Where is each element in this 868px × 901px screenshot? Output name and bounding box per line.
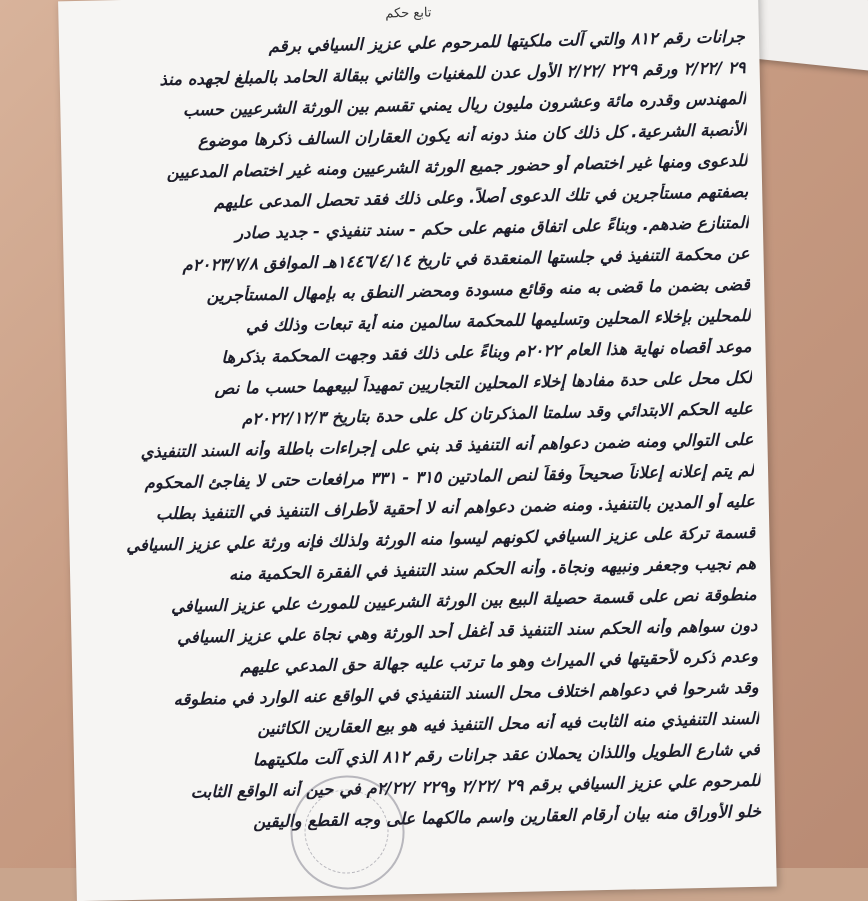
text-line: قسمة تركة على عزيز السيافي لكونهم ليسوا منه الورثة ولذلك فإنه ورثة علي عزيز السيافي [125,522,756,556]
text-line: عن محكمة التنفيذ في جلستها المنعقدة في تاريخ ١٤٤٦/٤/١٤هـ الموافق ٢٠٢٣/٧/٨م [182,243,750,275]
text-line: في شارع الطويل واللذان يحملان عقد جرانات رقم ٨١٢ الذي آلت ملكيتهما [252,739,761,770]
text-line: لم يتم إعلانه إعلاناً صحيحاً وفقاً لنص المادتين ٣١٥ - ٣٣١ مرافعات حتى لا يفاجئ المحكوم [144,460,755,493]
text-line: خلو الأوراق منه بيان أرقام العقارين واسم مالكهما على وجه القطع واليقين [252,801,762,832]
text-line: الأنصبة الشرعية. كل ذلك كان منذ دونه أنه يكون العقاران السالف ذكرها موضوع [197,119,748,151]
text-line: للمحلين بإخلاء المحلين وتسليمها للمحكمة سالمين منه أية تبعات وذلك في [245,305,752,336]
text-line: موعد أقصاه نهاية هذا العام ٢٠٢٢م وبناءً على ذلك فقد وجهت المحكمة بذكرها [221,336,752,367]
text-line: وقد شرحوا في دعواهم اختلاف محل السند التنفيذي في الواقع عنه الوارد في منطوقه [173,677,759,710]
text-line: عليه الحكم الابتدائي وقد سلمتا المذكرتان كل على حدة بتاريخ ٢٠٢٢/١٢/٣م [241,398,753,429]
text-line: لكل محل على حدة مفادها إخلاء المحلين التجاريين تمهيداً لبيعهما حسب ما نص [214,367,753,399]
text-line: عليه أو المدين بالتنفيذ. ومنه ضمن دعواهم أنه لا أحقية لأطراف التنفيذ في التنفيذ بطلب [155,491,755,524]
text-line: على التوالي ومنه ضمن دعواهم أنه التنفيذ قد بني على إجراءات باطلة وأنه السند التنفيذي [140,429,754,462]
text-line: قضى بضمن ما قضى به منه وقائع مسودة ومحضر النطق به بإمهال المستأجرين [206,274,751,306]
text-line: السند التنفيذي منه الثابت فيه أنه محل التنفيذ فيه هو بيع العقارين الكائنين [257,708,760,739]
text-line: المهندس وقدره مائة وعشرون مليون ريال يمني تقسم بين الورثة الشرعيين حسب [182,88,747,120]
text-line: المتنازع ضدهم. وبناءً على اتفاق منهم على حكم - سند تنفيذي - جديد صادر [234,212,750,243]
text-line: دون سواهم وأنه الحكم سند التنفيذ قد أغفل أحد الورثة وهي نجاة علي عزيز السيافي [176,615,758,647]
document-heading: تابع حكم [385,5,432,22]
text-line: ٢٩ /٢/٢٢ ورقم ٢٢٩ /٢/٢٢ الأول عدن للمغنيات والثاني ببقالة الحامد بالمبلغ لجهده منذ [159,57,746,90]
text-line: هم نجيب وجعفر ونبيهه ونجاة. وأنه الحكم سند التنفيذ في الفقرة الحكمية منه [228,553,757,584]
text-line: وعدم ذكره لأحقيتها في الميراث وهو ما ترتب عليه جهالة حق المدعي عليهم [240,646,759,677]
text-line: بصفتهم مستأجرين في تلك الدعوى أصلاً. وعلى ذلك فقد تحصل المدعى عليهم [213,181,749,213]
text-line: للدعوى ومنها غير اختصام أو حضور جميع الورثة الشرعيين ومنه غير اختصام المدعيين [166,150,748,183]
court-stamp-inner-ring [304,789,390,875]
court-stamp-seal [289,774,405,890]
text-line: منطوقة نص على قسمة حصيلة البيع بين الورثة الشرعيين للمورث علي عزيز السيافي [170,584,757,617]
text-line: للمرحوم علي عزيز السيافي برقم ٢٩ /٢/٢٢ و٢٢٩ /٢/٢٢م في حين أنه الواقع الثابت [190,770,761,802]
text-line: جرانات رقم ٨١٢ والتي آلت ملكيتها للمرحوم علي عزيز السيافي برقم [268,26,746,56]
document-page [58,0,777,901]
